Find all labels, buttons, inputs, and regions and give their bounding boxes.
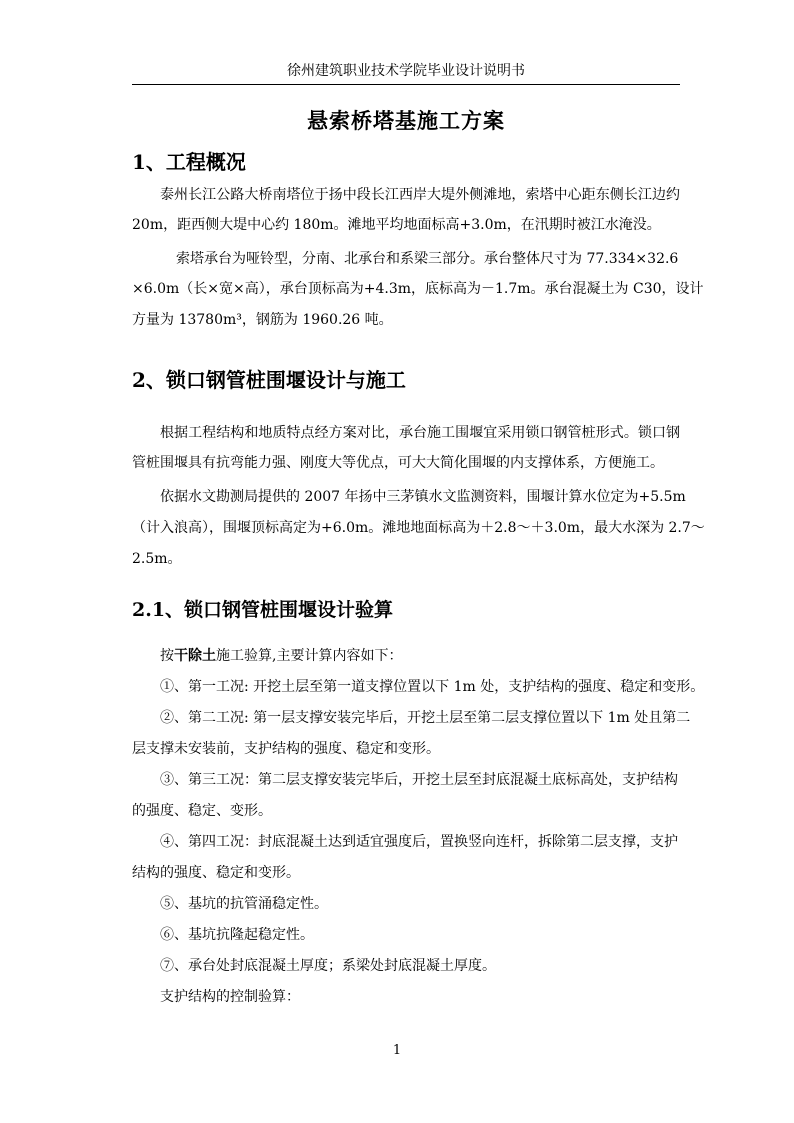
section-1-para-2-line-3: 方量为 13780m³，钢筋为 1960.26 吨。 <box>132 312 393 328</box>
document-title: 悬索桥塔基施工方案 <box>307 108 505 133</box>
section-1-heading: 1、工程概况 <box>132 150 246 174</box>
section-2-heading: 2、锁口钢管桩围堰设计与施工 <box>132 368 406 392</box>
list-item-4-line-1: ④、第四工况：封底混凝土达到适宜强度后，置换竖向连杆，拆除第二层支撑，支护 <box>160 834 678 850</box>
list-item-4-line-2: 结构的强度、稳定和变形。 <box>132 865 300 881</box>
intro-prefix: 按 <box>160 648 174 664</box>
intro-suffix: 施工验算,主要计算内容如下： <box>216 648 403 664</box>
section-2-para-1: 根据工程结构和地质特点经方案对比，承台施工围堰宜采用锁口钢管桩形式。锁口钢管桩围堰具有抗弯能力强、刚度大等优点，可大大简化围堰的内支撑体系，方便施工。 <box>132 425 680 471</box>
section-2-para-2-line-1: 依据水文勘测局提供的 2007 年扬中三茅镇水文监测资料，围堰计算水位定为+5.5m <box>160 489 686 505</box>
list-item-6: ⑥、基坑抗隆起稳定性。 <box>160 927 314 943</box>
list-item-2-line-1: ②、第二工况: 第一层支撑安装完毕后，开挖土层至第二层支撑位置以下 1m 处且第二 <box>160 710 691 726</box>
intro-bold-term: 干除土 <box>174 648 216 664</box>
list-item-1: ①、第一工况: 开挖土层至第一道支撑位置以下 1m 处，支护结构的强度、稳定和变形。 <box>160 679 705 695</box>
section-2-1-intro <box>160 645 402 665</box>
list-item-2-line-2: 层支撑未安装前，支护结构的强度、稳定和变形。 <box>132 741 440 757</box>
section-1-para-1: 泰州长江公路大桥南塔位于扬中段长江西岸大堤外侧滩地，索塔中心距东侧长江边约 20m，距西侧大堤中心约 180m。滩地平均地面标高+3.0m，在汛期时被江水淹没。 <box>132 187 680 233</box>
list-item-7: ⑦、承台处封底混凝土厚度；系梁处封底混凝土厚度。 <box>160 958 496 974</box>
section-2-para-2-line-2: （计入浪高），围堰顶标高定为+6.0m。滩地地面标高为＋2.8～＋3.0m，最大水深为 2.7～ <box>132 520 705 536</box>
section-2-para-2-line-3: 2.5m。 <box>132 551 182 567</box>
header-rule <box>132 84 680 85</box>
list-item-5: ⑤、基坑的抗管涌稳定性。 <box>160 896 328 912</box>
page-number: 1 <box>392 1043 402 1058</box>
list-item-3-line-1: ③、第三工况：第二层支撑安装完毕后，开挖土层至封底混凝土底标高处，支护结构 <box>160 772 678 788</box>
header-text: 徐州建筑职业技术学院毕业设计说明书 <box>287 63 525 79</box>
section-1-para-2-line-1: 索塔承台为哑铃型，分南、北承台和系梁三部分。承台整体尺寸为 77.334×32.6 <box>176 251 679 267</box>
section-2-1-heading: 2.1、锁口钢管桩围堰设计验算 <box>132 599 394 621</box>
list-item-3-line-2: 的强度、稳定、变形。 <box>132 803 272 819</box>
section-1-para-2-line-2: ×6.0m（长×宽×高），承台顶标高为+4.3m，底标高为－1.7m。承台混凝土为 C30，设计 <box>132 281 704 297</box>
closing-line: 支护结构的控制验算： <box>160 989 300 1005</box>
